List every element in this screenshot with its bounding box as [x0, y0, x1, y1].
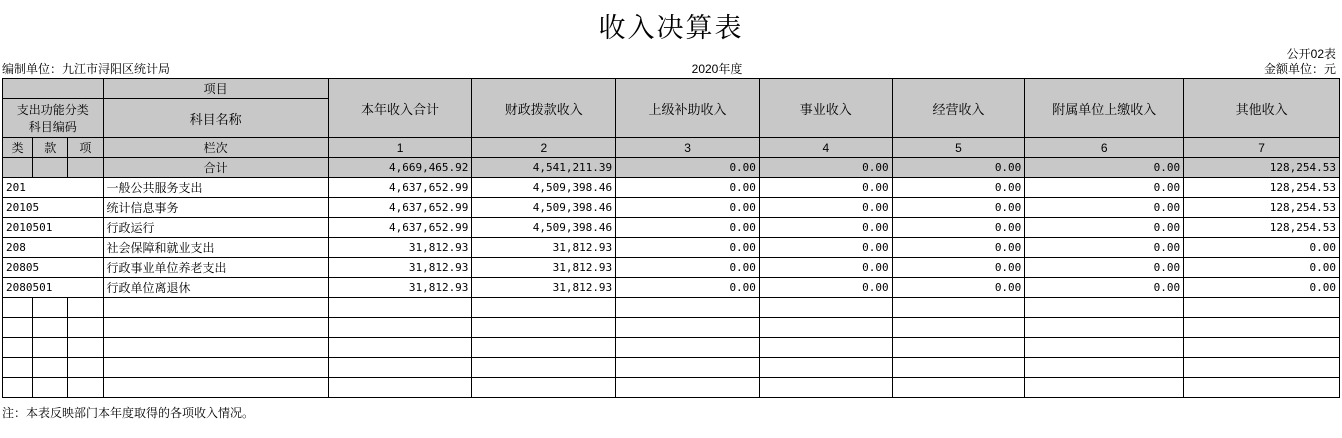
- row-code: 2010501: [3, 218, 104, 238]
- blank-cell: [892, 378, 1025, 398]
- blank-cell: [892, 318, 1025, 338]
- row-value-3: 0.00: [616, 278, 760, 298]
- row-name: 统计信息事务: [103, 198, 328, 218]
- row-value-5: 0.00: [892, 238, 1025, 258]
- function-class-code-label: [3, 99, 104, 138]
- blank-cell: [1184, 358, 1340, 378]
- row-value-6: 0.00: [1025, 258, 1184, 278]
- subject-name-header: 科目名称: [103, 99, 328, 138]
- total-label: 合计: [103, 158, 328, 178]
- row-name: 一般公共服务支出: [103, 178, 328, 198]
- blank-cell: [1184, 378, 1340, 398]
- table-row-blank: [3, 378, 1340, 398]
- row-value-7: 128,254.53: [1184, 178, 1340, 198]
- income-table: [2, 78, 1340, 398]
- blank-cell: [759, 358, 892, 378]
- row-value-4: 0.00: [759, 258, 892, 278]
- blank-cell: [68, 298, 103, 318]
- table-row: [3, 198, 1340, 218]
- row-value-1: 4,637,652.99: [328, 178, 472, 198]
- blank-cell: [1025, 378, 1184, 398]
- blank-cell: [103, 358, 328, 378]
- blank-cell: [68, 358, 103, 378]
- column-header-4: 事业收入: [759, 79, 892, 138]
- row-value-5: 0.00: [892, 178, 1025, 198]
- blank-cell: [892, 298, 1025, 318]
- row-value-1: 31,812.93: [328, 278, 472, 298]
- blank-cell: [3, 358, 33, 378]
- row-value-7: 0.00: [1184, 258, 1340, 278]
- column-number-4: 4: [759, 138, 892, 158]
- row-value-4: 0.00: [759, 198, 892, 218]
- total-xiang: [68, 158, 103, 178]
- blank-cell: [3, 378, 33, 398]
- header-row-project: [3, 79, 1340, 99]
- subheader-kuan: 款: [33, 138, 68, 158]
- blank-cell: [1184, 338, 1340, 358]
- row-value-3: 0.00: [616, 178, 760, 198]
- blank-cell: [68, 338, 103, 358]
- blank-cell: [472, 338, 616, 358]
- blank-cell: [1025, 338, 1184, 358]
- row-value-7: 128,254.53: [1184, 218, 1340, 238]
- row-value-1: 4,637,652.99: [328, 218, 472, 238]
- column-number-6: 6: [1025, 138, 1184, 158]
- row-value-5: 0.00: [892, 198, 1025, 218]
- row-value-1: 31,812.93: [328, 258, 472, 278]
- blank-cell: [33, 338, 68, 358]
- blank-cell: [328, 318, 472, 338]
- header-row-columnnumber: [3, 138, 1340, 158]
- blank-cell: [33, 378, 68, 398]
- total-value-2: 4,541,211.39: [472, 158, 616, 178]
- function-class-code-line1: 支出功能分类: [16, 103, 89, 117]
- blank-cell: [3, 318, 33, 338]
- column-number-2: 2: [472, 138, 616, 158]
- table-row-blank: [3, 298, 1340, 318]
- blank-cell: [759, 378, 892, 398]
- project-label-cell: [3, 79, 104, 99]
- row-value-6: 0.00: [1025, 278, 1184, 298]
- blank-cell: [3, 298, 33, 318]
- row-name: 行政事业单位养老支出: [103, 258, 328, 278]
- blank-cell: [616, 298, 760, 318]
- blank-cell: [1025, 358, 1184, 378]
- meta-row: [0, 62, 1342, 78]
- column-header-2: 财政拨款收入: [472, 79, 616, 138]
- row-value-3: 0.00: [616, 218, 760, 238]
- row-code: 208: [3, 238, 104, 258]
- row-value-2: 4,509,398.46: [472, 198, 616, 218]
- blank-cell: [328, 298, 472, 318]
- row-value-7: 0.00: [1184, 278, 1340, 298]
- row-value-4: 0.00: [759, 218, 892, 238]
- amount-unit: 金额单位：元: [1263, 62, 1336, 76]
- blank-cell: [616, 338, 760, 358]
- table-row-blank: [3, 318, 1340, 338]
- total-kuan: [33, 158, 68, 178]
- blank-cell: [1184, 298, 1340, 318]
- row-value-1: 4,637,652.99: [328, 198, 472, 218]
- table-row-blank: [3, 358, 1340, 378]
- compiler-unit: 编制单位：九江市浔阳区统计局: [2, 62, 171, 76]
- column-number-7: 7: [1184, 138, 1340, 158]
- blank-cell: [616, 358, 760, 378]
- column-header-5: 经营收入: [892, 79, 1025, 138]
- total-value-4: 0.00: [759, 158, 892, 178]
- row-value-1: 31,812.93: [328, 238, 472, 258]
- row-code: 201: [3, 178, 104, 198]
- table-row: [3, 238, 1340, 258]
- total-row: [3, 158, 1340, 178]
- blank-cell: [472, 318, 616, 338]
- row-value-3: 0.00: [616, 258, 760, 278]
- table-row-blank: [3, 338, 1340, 358]
- column-number-1: 1: [328, 138, 472, 158]
- blank-cell: [103, 378, 328, 398]
- blank-cell: [328, 378, 472, 398]
- column-header-7: 其他收入: [1184, 79, 1340, 138]
- subheader-xiang: 项: [68, 138, 103, 158]
- row-code: 20105: [3, 198, 104, 218]
- row-name: 社会保障和就业支出: [103, 238, 328, 258]
- blank-cell: [1025, 298, 1184, 318]
- row-value-2: 4,509,398.46: [472, 178, 616, 198]
- blank-cell: [103, 318, 328, 338]
- row-value-5: 0.00: [892, 278, 1025, 298]
- blank-cell: [892, 358, 1025, 378]
- row-value-6: 0.00: [1025, 238, 1184, 258]
- total-value-1: 4,669,465.92: [328, 158, 472, 178]
- row-value-5: 0.00: [892, 218, 1025, 238]
- row-value-6: 0.00: [1025, 198, 1184, 218]
- row-code: 20805: [3, 258, 104, 278]
- row-value-2: 4,509,398.46: [472, 218, 616, 238]
- row-value-6: 0.00: [1025, 178, 1184, 198]
- column-header-6: 附属单位上缴收入: [1025, 79, 1184, 138]
- row-value-2: 31,812.93: [472, 258, 616, 278]
- blank-cell: [759, 298, 892, 318]
- blank-cell: [103, 298, 328, 318]
- table-row: [3, 178, 1340, 198]
- page-title: 收入决算表: [598, 13, 744, 43]
- blank-cell: [472, 298, 616, 318]
- row-value-7: 0.00: [1184, 238, 1340, 258]
- row-code: 2080501: [3, 278, 104, 298]
- blank-cell: [33, 298, 68, 318]
- table-row: [3, 278, 1340, 298]
- blank-cell: [328, 358, 472, 378]
- row-value-7: 128,254.53: [1184, 198, 1340, 218]
- column-row-label: 栏次: [103, 138, 328, 158]
- report-year: 2020年度: [691, 62, 743, 76]
- row-value-3: 0.00: [616, 238, 760, 258]
- row-name: 行政单位离退休: [103, 278, 328, 298]
- total-value-3: 0.00: [616, 158, 760, 178]
- column-header-1: 本年收入合计: [328, 79, 472, 138]
- column-number-5: 5: [892, 138, 1025, 158]
- blank-cell: [759, 318, 892, 338]
- blank-cell: [1025, 318, 1184, 338]
- total-value-6: 0.00: [1025, 158, 1184, 178]
- blank-cell: [103, 338, 328, 358]
- public-number: 公开02表: [1286, 47, 1336, 61]
- total-lei: [3, 158, 33, 178]
- blank-cell: [3, 338, 33, 358]
- row-value-4: 0.00: [759, 178, 892, 198]
- blank-cell: [68, 318, 103, 338]
- blank-cell: [472, 378, 616, 398]
- blank-cell: [759, 338, 892, 358]
- blank-cell: [328, 338, 472, 358]
- row-value-4: 0.00: [759, 238, 892, 258]
- row-value-4: 0.00: [759, 278, 892, 298]
- project-label: 项目: [103, 79, 328, 99]
- row-value-3: 0.00: [616, 198, 760, 218]
- row-value-6: 0.00: [1025, 218, 1184, 238]
- column-header-3: 上级补助收入: [616, 79, 760, 138]
- subheader-lei: 类: [3, 138, 33, 158]
- total-value-5: 0.00: [892, 158, 1025, 178]
- row-value-5: 0.00: [892, 258, 1025, 278]
- table-note: 注：本表反映部门本年度取得的各项收入情况。: [2, 406, 255, 420]
- row-value-2: 31,812.93: [472, 238, 616, 258]
- table-row: [3, 218, 1340, 238]
- blank-cell: [616, 378, 760, 398]
- total-value-7: 128,254.53: [1184, 158, 1340, 178]
- blank-cell: [472, 358, 616, 378]
- blank-cell: [33, 318, 68, 338]
- blank-cell: [1184, 318, 1340, 338]
- blank-cell: [33, 358, 68, 378]
- function-class-code-line2: 科目编码: [28, 120, 77, 134]
- blank-cell: [616, 318, 760, 338]
- row-value-2: 31,812.93: [472, 278, 616, 298]
- column-number-3: 3: [616, 138, 760, 158]
- row-name: 行政运行: [103, 218, 328, 238]
- blank-cell: [68, 378, 103, 398]
- blank-cell: [892, 338, 1025, 358]
- table-row: [3, 258, 1340, 278]
